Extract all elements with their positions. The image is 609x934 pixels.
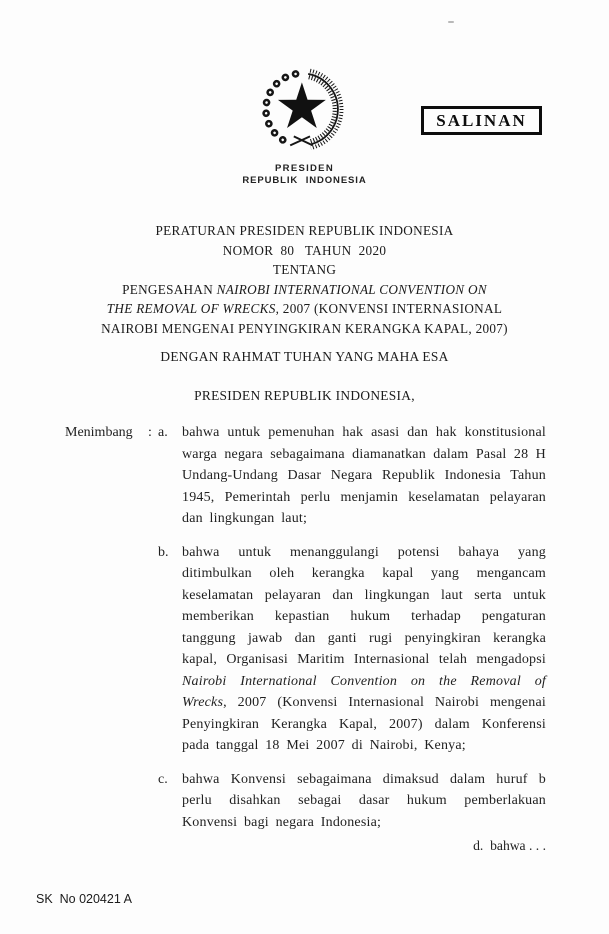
salinan-stamp-label: SALINAN [436,110,527,130]
catchword-next-page: d. bahwa . . . [473,838,546,853]
considerations-section [65,422,546,833]
title-konvensi-text: , 2007 (KONVENSI INTERNASIONAL [275,301,503,316]
letterhead-presiden: PRESIDEN [275,163,334,174]
invocation-line: DENGAN RAHMAT TUHAN YANG MAHA ESA [160,349,449,364]
title-pengesahan-text: PENGESAHAN [122,281,217,297]
title-number-year: NOMOR 80 TAHUN 2020 [222,242,387,258]
item-letter-c: c. [158,771,168,787]
item-text-b [182,542,546,757]
consideration-item-a [65,422,546,530]
title-tentang: TENTANG [272,262,337,277]
item-b-regular-2: , 2007 (Konvensi Internasional Nairobi mengenai Penyingkiran Kerangka Kapal, 2007) dalam Konferensi pada tanggal 18 Mei 2007 di Nairobi, Kenya; [182,695,546,753]
item-letter-b: b. [158,544,169,560]
document-title [0,221,609,338]
presidential-emblem-icon [256,68,346,158]
consideration-item-b [65,542,546,757]
item-b-convention-italic: Nairobi International Convention on the Removal of Wrecks [182,673,546,710]
menimbang-colon: : [148,425,152,440]
sk-number-footer: SK No 020421 A [36,892,132,906]
title-regulation-name: PERATURAN PRESIDEN REPUBLIK INDONESIA [155,223,454,238]
item-text-c: bahwa Konvensi sebagaimana dimaksud dalam huruf b perlu disahkan sebagai dasar hukum pemberlakuan Konvensi bagi negara Indonesia; [182,771,546,830]
title-convention-name-part-1: NAIROBI INTERNATIONAL CONVENTION ON [216,281,487,297]
item-b-regular-1: bahwa untuk menanggulangi potensi bahaya yang ditimbulkan oleh kerangka kapal yang mengancam keselamatan pelayaran dan lingkungan laut serta untuk memberikan kepastian hukum terhadap pengaturan tanggung jawab dan ganti rugi penyingkiran kerangka kapal, Organisasi Maritim Internasional telah mengadopsi [182,544,546,667]
item-letter-a: a. [158,425,168,440]
item-text-a: bahwa untuk pemenuhan hak asasi dan hak konstitusional warga negara sebagaimana diamanatkan dalam Pasal 28 H Undang-Undang Dasar Negara Republik Indonesia Tahun 1945, Pemerintah perlu menjamin keselamatan pelayaran dan lingkungan laut; [182,425,546,526]
letterhead-republik-indonesia: REPUBLIK INDONESIA [242,175,367,186]
scan-artifact [448,21,454,23]
consideration-item-c [65,769,546,834]
title-subject-line-1 [0,280,609,300]
enacting-authority-line: PRESIDEN REPUBLIK INDONESIA, [194,388,415,403]
title-subject-line-3: NAIROBI MENGENAI PENYINGKIRAN KERANGKA KAPAL, 2007) [101,320,508,336]
title-convention-name-part-2: THE REMOVAL OF WRECKS [106,301,276,316]
salinan-stamp [421,106,542,135]
title-subject-line-2 [0,299,609,319]
menimbang-label: Menimbang [65,425,133,440]
